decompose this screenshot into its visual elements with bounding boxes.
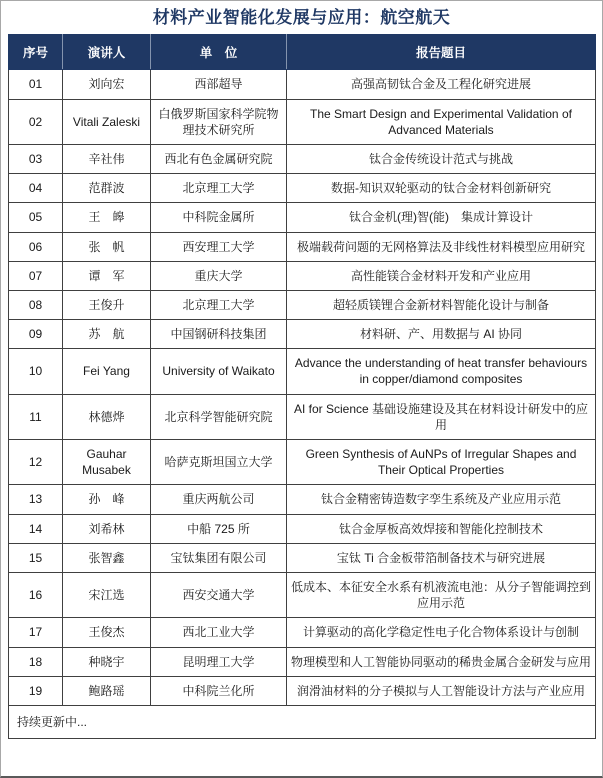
- table-row: [9, 261, 596, 290]
- speaker-cell: 王 皞: [63, 203, 151, 232]
- speaker-cell: 鲍路瑶: [63, 676, 151, 705]
- topic-cell: 钛合金机(理)智(能) 集成计算设计: [287, 203, 596, 232]
- row-number-cell: 15: [9, 543, 63, 572]
- table-row: [9, 676, 596, 705]
- row-number-cell: 11: [9, 394, 63, 439]
- table-row: [9, 70, 596, 99]
- org-cell: 北京理工大学: [151, 290, 287, 319]
- topic-cell: 极端载荷问题的无网格算法及非线性材料模型应用研究: [287, 232, 596, 261]
- topic-cell: 钛合金厚板高效焊接和智能化控制技术: [287, 514, 596, 543]
- table-row: [9, 174, 596, 203]
- topic-cell: 物理模型和人工智能协同驱动的稀贵金属合金研发与应用: [287, 647, 596, 676]
- header-no: 序号: [9, 35, 63, 70]
- org-cell: 西安理工大学: [151, 232, 287, 261]
- speaker-cell: 刘希林: [63, 514, 151, 543]
- table-row: [9, 618, 596, 647]
- org-cell: 中船 725 所: [151, 514, 287, 543]
- table-row: [9, 572, 596, 617]
- table-row: [9, 543, 596, 572]
- org-cell: 西北工业大学: [151, 618, 287, 647]
- topic-cell: 计算驱动的高化学稳定性电子化合物体系设计与创制: [287, 618, 596, 647]
- header-topic: 报告题目: [287, 35, 596, 70]
- table-row: [9, 320, 596, 349]
- row-number-cell: 04: [9, 174, 63, 203]
- table-row: [9, 290, 596, 319]
- topic-cell: 低成本、本征安全水系有机液流电池：从分子智能调控到应用示范: [287, 572, 596, 617]
- row-number-cell: 16: [9, 572, 63, 617]
- row-number-cell: 01: [9, 70, 63, 99]
- speaker-cell: 王俊杰: [63, 618, 151, 647]
- footer-row: [9, 705, 596, 738]
- speaker-cell: 张 帆: [63, 232, 151, 261]
- footer-note: 持续更新中...: [9, 705, 596, 738]
- org-cell: 重庆两航公司: [151, 485, 287, 514]
- speaker-cell: 王俊升: [63, 290, 151, 319]
- schedule-table: [8, 34, 596, 739]
- table-row: [9, 99, 596, 144]
- speaker-cell: 孙 峰: [63, 485, 151, 514]
- org-cell: 宝钛集团有限公司: [151, 543, 287, 572]
- table-footer: [9, 705, 596, 738]
- speaker-cell: 种晓宇: [63, 647, 151, 676]
- row-number-cell: 09: [9, 320, 63, 349]
- row-number-cell: 07: [9, 261, 63, 290]
- table-row: [9, 514, 596, 543]
- speaker-cell: 林德烨: [63, 394, 151, 439]
- org-cell: 哈萨克斯坦国立大学: [151, 440, 287, 485]
- topic-cell: 超轻质镁锂合金新材料智能化设计与制备: [287, 290, 596, 319]
- row-number-cell: 02: [9, 99, 63, 144]
- row-number-cell: 13: [9, 485, 63, 514]
- speaker-cell: 张智鑫: [63, 543, 151, 572]
- speaker-cell: 辛社伟: [63, 144, 151, 173]
- org-cell: 白俄罗斯国家科学院物理技术研究所: [151, 99, 287, 144]
- table-row: [9, 485, 596, 514]
- table-body: [9, 70, 596, 706]
- row-number-cell: 05: [9, 203, 63, 232]
- topic-cell: 钛合金传统设计范式与挑战: [287, 144, 596, 173]
- org-cell: 北京科学智能研究院: [151, 394, 287, 439]
- org-cell: 中科院兰化所: [151, 676, 287, 705]
- table-row: [9, 349, 596, 394]
- table-header-row: [9, 35, 596, 70]
- topic-cell: Green Synthesis of AuNPs of Irregular Shapes and Their Optical Properties: [287, 440, 596, 485]
- row-number-cell: 06: [9, 232, 63, 261]
- org-cell: 西安交通大学: [151, 572, 287, 617]
- page-title: 材料产业智能化发展与应用：航空航天: [152, 8, 451, 27]
- topic-cell: 钛合金精密铸造数字孪生系统及产业应用示范: [287, 485, 596, 514]
- table-header: [9, 35, 596, 70]
- row-number-cell: 19: [9, 676, 63, 705]
- topic-cell: Advance the understanding of heat transfer behaviours in copper/diamond composites: [287, 349, 596, 394]
- topic-cell: 材料研、产、用数据与 AI 协同: [287, 320, 596, 349]
- topic-cell: 高性能镁合金材料开发和产业应用: [287, 261, 596, 290]
- speaker-cell: 谭 军: [63, 261, 151, 290]
- org-cell: 昆明理工大学: [151, 647, 287, 676]
- org-cell: 重庆大学: [151, 261, 287, 290]
- speaker-cell: Gauhar Musabek: [63, 440, 151, 485]
- row-number-cell: 12: [9, 440, 63, 485]
- table-row: [9, 144, 596, 173]
- topic-cell: 高强高韧钛合金及工程化研究进展: [287, 70, 596, 99]
- topic-cell: 润滑油材料的分子模拟与人工智能设计方法与产业应用: [287, 676, 596, 705]
- row-number-cell: 10: [9, 349, 63, 394]
- speaker-cell: Vitali Zaleski: [63, 99, 151, 144]
- org-cell: 中国钢研科技集团: [151, 320, 287, 349]
- speaker-cell: 范群波: [63, 174, 151, 203]
- speaker-cell: 苏 航: [63, 320, 151, 349]
- org-cell: 西部超导: [151, 70, 287, 99]
- row-number-cell: 08: [9, 290, 63, 319]
- header-org: 单 位: [151, 35, 287, 70]
- row-number-cell: 03: [9, 144, 63, 173]
- topic-cell: 数据-知识双轮驱动的钛合金材料创新研究: [287, 174, 596, 203]
- speaker-cell: Fei Yang: [63, 349, 151, 394]
- speaker-cell: 刘向宏: [63, 70, 151, 99]
- row-number-cell: 18: [9, 647, 63, 676]
- org-cell: University of Waikato: [151, 349, 287, 394]
- table-row: [9, 394, 596, 439]
- table-row: [9, 203, 596, 232]
- header-speaker: 演讲人: [63, 35, 151, 70]
- topic-cell: 宝钛 Ti 合金板带箔制备技术与研究进展: [287, 543, 596, 572]
- row-number-cell: 17: [9, 618, 63, 647]
- table-row: [9, 647, 596, 676]
- topic-cell: AI for Science 基础设施建设及其在材料设计研发中的应用: [287, 394, 596, 439]
- row-number-cell: 14: [9, 514, 63, 543]
- table-row: [9, 232, 596, 261]
- speaker-cell: 宋江选: [63, 572, 151, 617]
- org-cell: 北京理工大学: [151, 174, 287, 203]
- org-cell: 西北有色金属研究院: [151, 144, 287, 173]
- topic-cell: The Smart Design and Experimental Validation of Advanced Materials: [287, 99, 596, 144]
- table-row: [9, 440, 596, 485]
- org-cell: 中科院金属所: [151, 203, 287, 232]
